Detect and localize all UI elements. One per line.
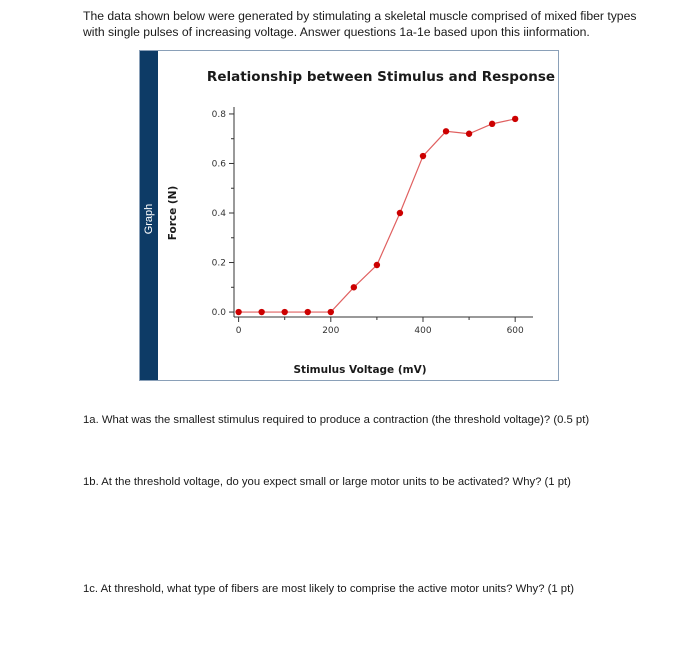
x-tick-label: 400 — [414, 326, 432, 336]
question-1c: 1c. At threshold, what type of fibers are most likely to comprise the active motor units? Why? (1 pt) — [83, 583, 574, 595]
chart-title: Relationship between Stimulus and Response — [206, 69, 556, 85]
data-point — [512, 116, 518, 122]
y-tick-label: 0.2 — [211, 258, 226, 269]
y-tick-label: 0.8 — [211, 109, 226, 120]
data-point — [397, 210, 403, 216]
question-1a: 1a. What was the smallest stimulus required to produce a contraction (the threshold voltage)? (0.5 pt) — [83, 414, 590, 426]
data-point — [489, 121, 495, 127]
y-tick-label: 0.6 — [211, 159, 226, 170]
data-point — [374, 262, 380, 268]
x-tick-label: 0 — [235, 326, 242, 336]
data-point — [443, 128, 449, 134]
data-point — [420, 153, 426, 159]
question-1b: 1b. At the threshold voltage, do you expect small or large motor units to be activated? Why? (1 pt) — [83, 476, 571, 488]
y-axis-label: Force (N) — [167, 185, 179, 241]
data-point — [282, 309, 288, 315]
data-point — [351, 284, 357, 290]
series-line — [239, 119, 516, 312]
graph-panel — [139, 50, 559, 381]
data-point — [305, 309, 311, 315]
stimulus-response-chart — [140, 51, 560, 382]
data-point — [258, 309, 264, 315]
x-tick-label: 600 — [506, 326, 524, 336]
x-axis-label: Stimulus Voltage (mV) — [293, 364, 427, 376]
data-point — [328, 309, 334, 315]
intro-text: The data shown below were generated by stimulating a skeletal muscle comprised of mixed fiber types with single pulses of increasing voltage. Answer questions 1a-1e based upon this iinformation. — [83, 9, 637, 39]
y-tick-label: 0.4 — [211, 209, 226, 219]
x-tick-label: 200 — [322, 326, 340, 336]
y-tick-label: 0.0 — [211, 308, 226, 319]
graph-tab-label: Graph — [143, 203, 155, 235]
data-point — [235, 309, 241, 315]
data-point — [466, 131, 472, 137]
